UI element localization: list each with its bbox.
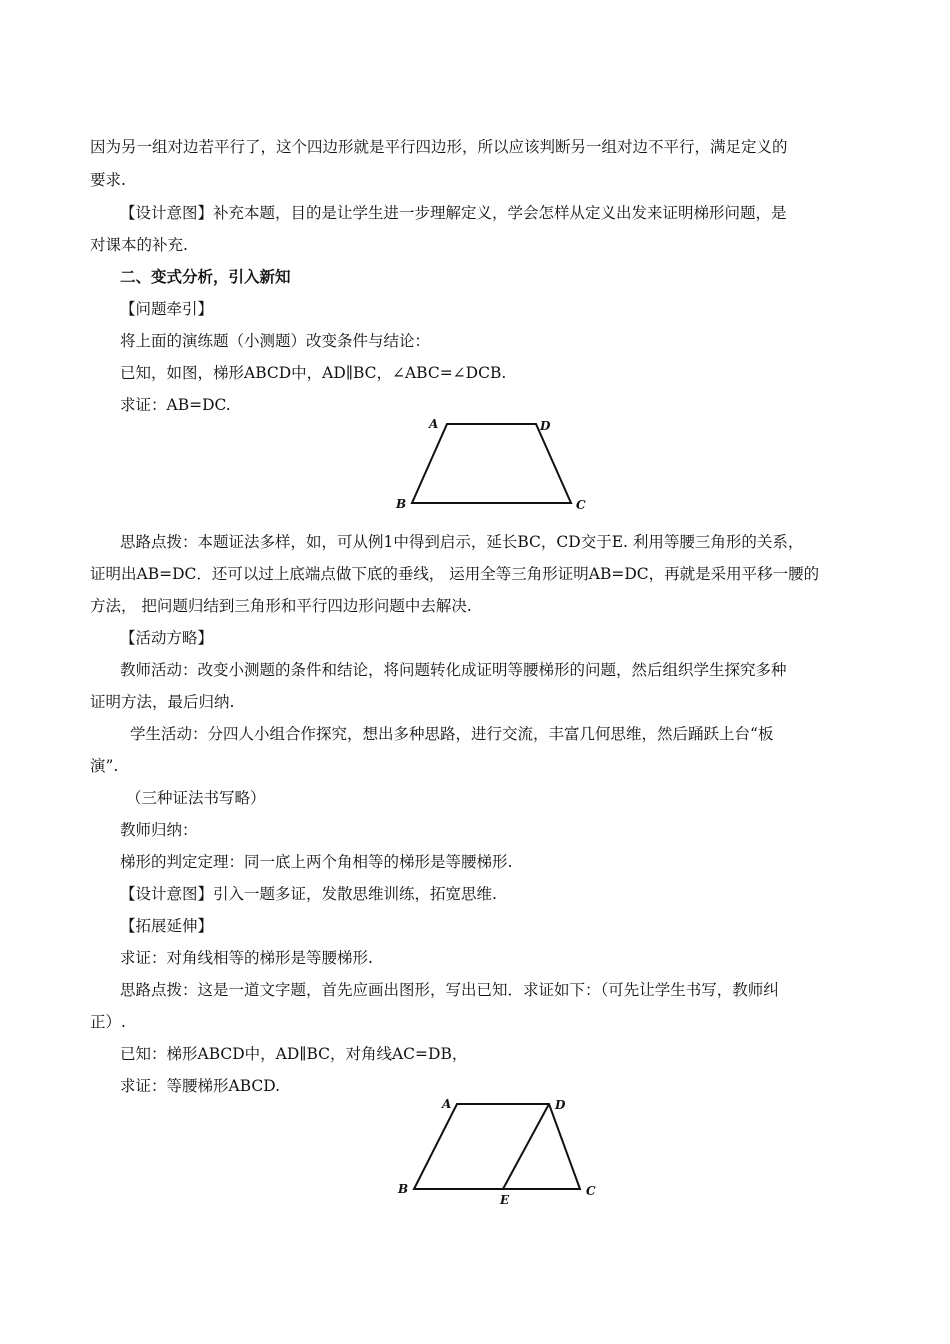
given-line: 已知，如图，梯形ABCD中，AD∥BC，∠ABC=∠DCB. xyxy=(120,364,507,382)
label-b: B xyxy=(396,497,407,511)
prove-line: 求证：等腰梯形ABCD. xyxy=(120,1077,281,1095)
text-line: 因为另一组对边若平行了，这个四边形就是平行四边形，所以应该判断另一组对边不平行，满足定义的 xyxy=(90,138,788,156)
text-line: 正）. xyxy=(90,1013,126,1031)
subheading: 【活动方略】 xyxy=(120,629,214,647)
subheading: 【问题牵引】 xyxy=(120,300,214,318)
student-activity-line: 学生活动：分四人小组合作探究，想出多种思路，进行交流，丰富几何思维，然后踊跃上台“板 xyxy=(130,725,774,743)
prove-line: 求证：对角线相等的梯形是等腰梯形. xyxy=(120,949,373,967)
label-b: B xyxy=(398,1182,409,1196)
label-d: D xyxy=(555,1098,566,1112)
text-line: 方法， 把问题归结到三角形和平行四边形问题中去解决. xyxy=(90,597,472,615)
section-heading: 二、变式分析，引入新知 xyxy=(120,267,291,286)
hint-line: 思路点拨：本题证法多样，如，可从例1中得到启示，延长BC，CD交于E. 利用等腰三角形的关系， xyxy=(120,533,804,551)
label-a: A xyxy=(429,417,439,431)
text-line: 演”. xyxy=(90,757,119,775)
label-d: D xyxy=(540,419,551,433)
text-line: 教师归纳： xyxy=(120,821,198,839)
given-line: 已知：梯形ABCD中，AD∥BC，对角线AC=DB， xyxy=(120,1045,468,1063)
text-line: 证明出AB=DC．还可以过上底端点做下底的垂线， 运用全等三角形证明AB=DC，再就是采用平移一腰的 xyxy=(90,565,820,583)
text-line: 将上面的演练题（小测题）改变条件与结论： xyxy=(120,332,431,350)
teacher-activity-line: 教师活动：改变小测题的条件和结论，将问题转化成证明等腰梯形的问题，然后组织学生探究多种 xyxy=(120,661,787,679)
trapezoid-figure-2 xyxy=(390,1092,605,1212)
text-line: （三种证法书写略） xyxy=(126,789,266,807)
design-intent-line: 【设计意图】补充本题，目的是让学生进一步理解定义，学会怎样从定义出发来证明梯形问题，是 xyxy=(120,204,787,222)
text-line: 证明方法，最后归纳. xyxy=(90,693,235,711)
hint-line: 思路点拨：这是一道文字题，首先应画出图形，写出已知．求证如下：（可先让学生书写，教师纠 xyxy=(120,981,779,999)
theorem-line: 梯形的判定定理：同一底上两个角相等的梯形是等腰梯形. xyxy=(120,853,513,871)
label-c: C xyxy=(586,1184,596,1198)
trapezoid-figure-1 xyxy=(390,410,600,515)
prove-line: 求证：AB=DC. xyxy=(120,396,231,414)
subheading: 【拓展延伸】 xyxy=(120,917,214,935)
design-intent-line: 【设计意图】引入一题多证，发散思维训练，拓宽思维. xyxy=(120,885,497,903)
label-a: A xyxy=(442,1097,452,1111)
text-line: 要求. xyxy=(90,171,126,189)
text-line: 对课本的补充. xyxy=(90,236,188,254)
label-c: C xyxy=(576,498,586,512)
label-e: E xyxy=(500,1193,510,1207)
